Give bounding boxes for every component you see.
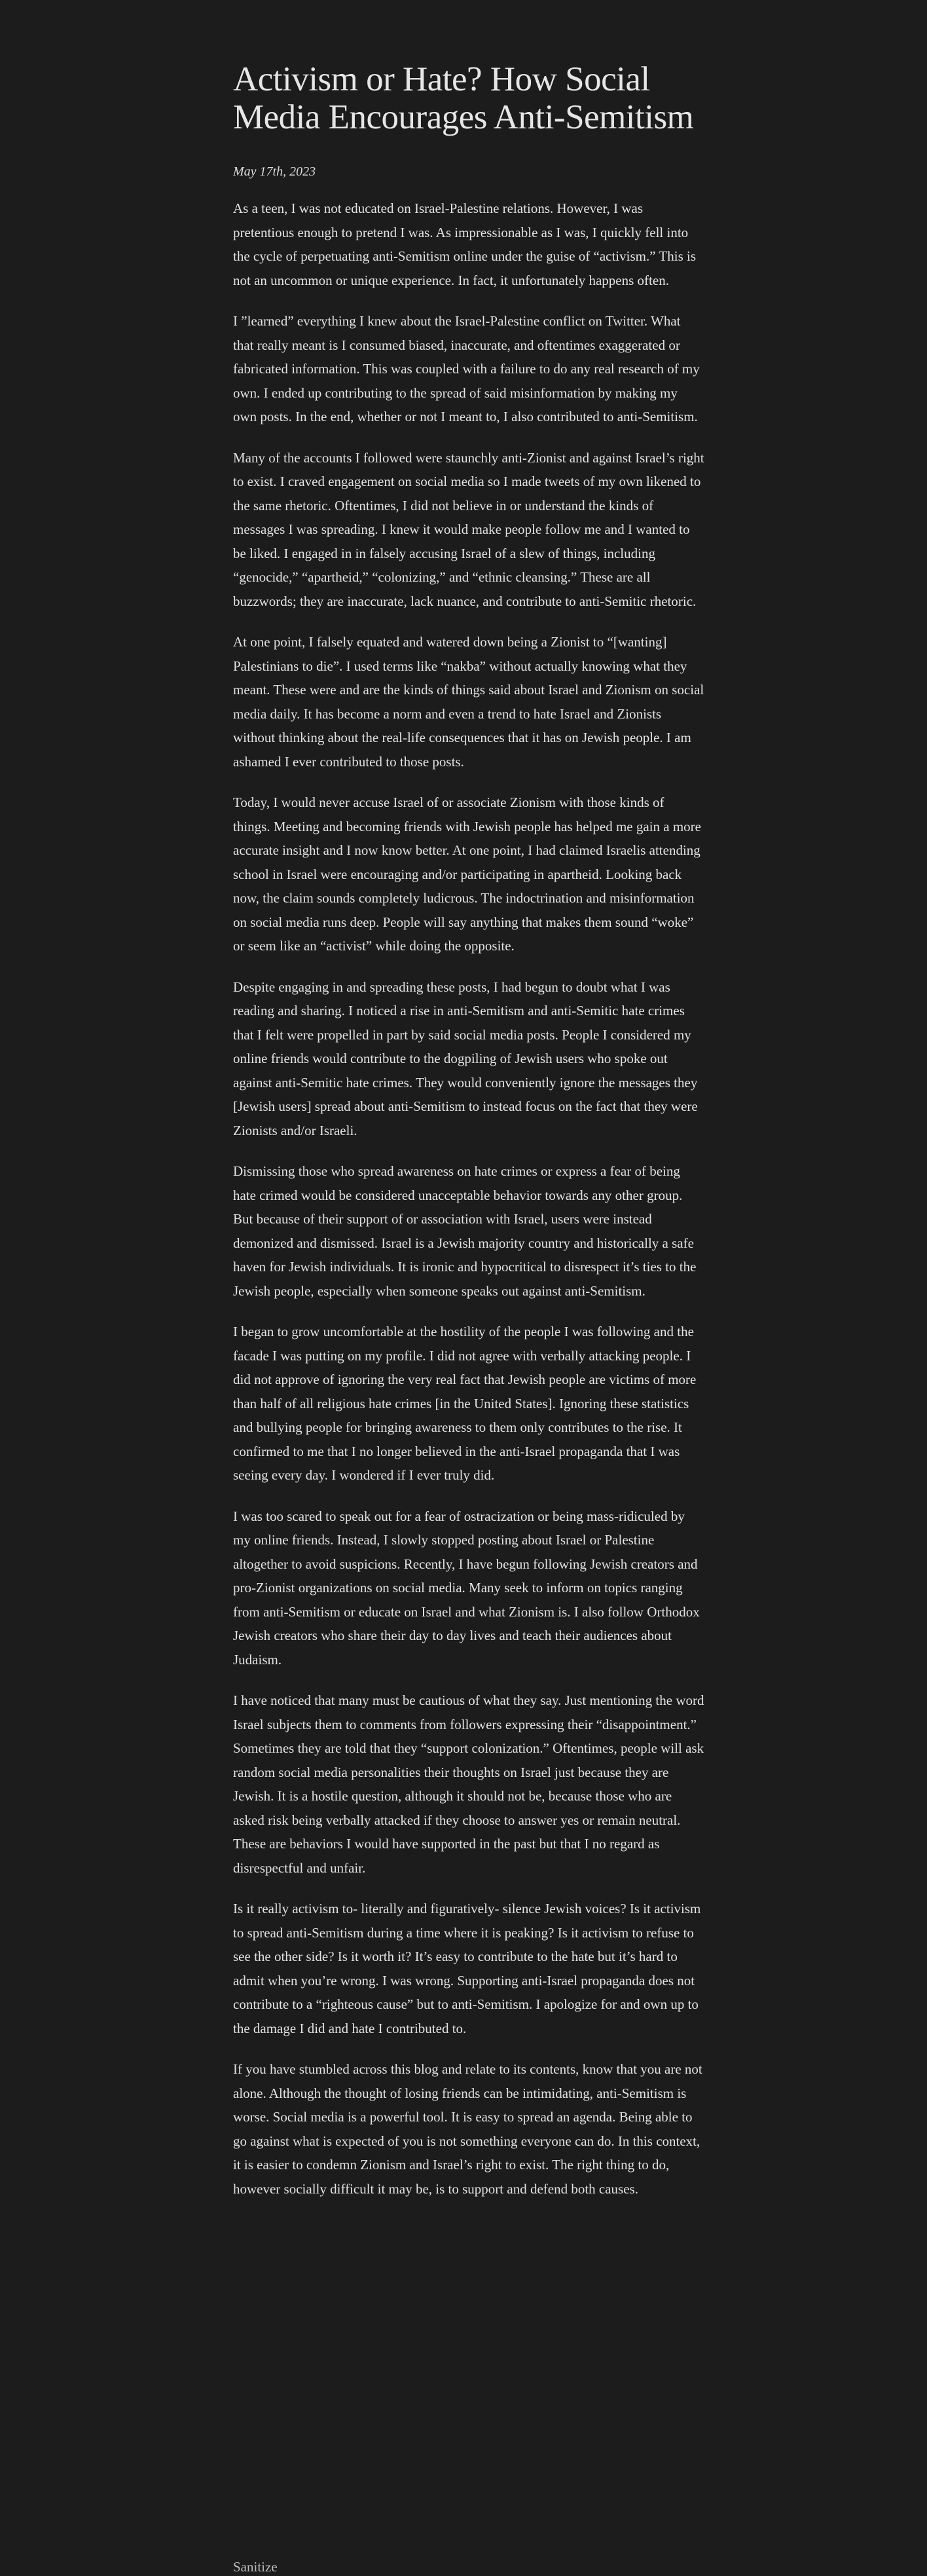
article-paragraph: At one point, I falsely equated and watered down being a Zionist to “[wanting] Palestinians to die”. I used terms like “nakba” without actually knowing what they meant. These were and are the kinds of things said about Israel and Zionism on social media daily. It has become a norm and even a trend to hate Israel and Zionists without thinking about the real-life consequences that it has on Jewish people. I am ashamed I ever contributed to those posts. bbox=[233, 634, 704, 770]
article-paragraph: I ”learned” everything I knew about the Israel-Palestine conflict on Twitter. What that really meant is I consumed biased, inaccurate, and oftentimes exaggerated or fabricated information. This was coupled with a failure to do any real research of my own. I ended up contributing to the spread of said misinformation by making my own posts. In the end, whether or not I meant to, I also contributed to anti-Semitism. bbox=[233, 313, 700, 424]
article-paragraph: If you have stumbled across this blog and relate to its contents, know that you are not alone. Although the thought of losing friends can be intimidating, anti-Semitism is worse. Social media is a powerful tool. It is easy to spread an agenda. Being able to go against what is expected of you is not something everyone can do. In this context, it is easier to condemn Zionism and Israel’s right to exist. The right thing to do, however socially difficult it may be, is to support and defend both causes. bbox=[233, 2061, 702, 2197]
article-date: May 17th, 2023 bbox=[233, 164, 316, 179]
article-paragraph: I was too scared to speak out for a fear of ostracization or being mass-ridiculed by my online friends. Instead, I slowly stopped posting about Israel or Palestine altogether to avoid suspicions. Recently, I have begun following Jewish creators and pro-Zionist organizations on social media. Many seek to inform on topics ranging from anti-Semitism or educate on Israel and what Zionism is. I also follow Orthodox Jewish creators who share their day to day lives and teach their audiences about Judaism. bbox=[233, 1508, 700, 1668]
article-paragraph: Many of the accounts I followed were staunchly anti-Zionist and against Israel’s right to exist. I craved engagement on social media so I made tweets of my own likened to the same rhetoric. Oftentimes, I did not believe in or understand the kinds of messages I was spreading. I knew it would make people follow me and I wanted to be liked. I engaged in in falsely accusing Israel of a slew of things, including “genocide,” “apartheid,” “colonizing,” and “ethnic cleansing.” These are all buzzwords; they are inaccurate, lack nuance, and contribute to anti-Semitic rhetoric. bbox=[233, 449, 704, 609]
article-paragraph: I began to grow uncomfortable at the hostility of the people I was following and the facade I was putting on my profile. I did not agree with verbally attacking people. I did not approve of ignoring the very real fact that Jewish people are victims of more than half of all religious hate crimes [in the United States]. Ignoring these statistics and bullying people for bringing awareness to them only contributes to the rise. It confirmed to me that I no longer believed in the anti-Israel propaganda that I was seeing every day. I wondered if I ever truly did. bbox=[233, 1324, 697, 1483]
footer-text: Sanitize bbox=[233, 2559, 278, 2575]
article-paragraph: Despite engaging in and spreading these posts, I had begun to doubt what I was reading and sharing. I noticed a rise in anti-Semitism and anti-Semitic hate crimes that I felt were propelled in part by said social media posts. People I considered my online friends would contribute to the dogpiling of Jewish users who spoke out against anti-Semitic hate crimes. They would conveniently ignore the messages they [Jewish users] spread about anti-Semitism to instead focus on the fact that they were Zionists and/or Israeli. bbox=[233, 979, 698, 1138]
article-paragraph: Dismissing those who spread awareness on hate crimes or express a fear of being hate crimed would be considered unacceptable behavior towards any other group. But because of their support of or association with Israel, users were instead demonized and dismissed. Israel is a Jewish majority country and historically a safe haven for Jewish individuals. It is ironic and hypocritical to disrespect it’s ties to the Jewish people, especially when someone speaks out against anti-Semitism. bbox=[233, 1163, 697, 1299]
article-title: Activism or Hate? How Social Media Encourages Anti-Semitism bbox=[233, 60, 694, 136]
article-paragraph: Today, I would never accuse Israel of or associate Zionism with those kinds of things. Meeting and becoming friends with Jewish people has helped me gain a more accurate insight and I now know better. At one point, I had claimed Israelis attending school in Israel were encouraging and/or participating in apartheid. Looking back now, the claim sounds completely ludicrous. The indoctrination and misinformation on social media runs deep. People will say anything that makes them sound “woke” or seem like an “activist” while doing the opposite. bbox=[233, 794, 701, 954]
article-paragraph: As a teen, I was not educated on Israel-Palestine relations. However, I was pretentious enough to pretend I was. As impressionable as I was, I quickly fell into the cycle of perpetuating anti-Semitism online under the guise of “activism.” This is not an uncommon or unique experience. In fact, it unfortunately happens often. bbox=[233, 200, 697, 288]
article-paragraph: Is it really activism to- literally and figuratively- silence Jewish voices? Is it activism to spread anti-Semitism during a time where it is peaking? Is it activism to refuse to see the other side? Is it worth it? It’s easy to contribute to the hate but it’s hard to admit when you’re wrong. I was wrong. Supporting anti-Israel propaganda does not contribute to a “righteous cause” but to anti-Semitism. I apologize for and own up to the damage I did and hate I contributed to. bbox=[233, 1901, 701, 2036]
blog-article bbox=[233, 60, 704, 2201]
article-body bbox=[233, 196, 704, 2201]
article-paragraph: I have noticed that many must be cautious of what they say. Just mentioning the word Israel subjects them to comments from followers expressing their “disappointment.” Sometimes they are told that they “support colonization.” Oftentimes, people will ask random social media personalities their thoughts on Israel just because they are Jewish. It is a hostile question, although it should not be, because those who are asked risk being verbally attacked if they choose to answer yes or remain neutral. These are behaviors I would have supported in the past but that I no regard as disrespectful and unfair. bbox=[233, 1692, 704, 1876]
